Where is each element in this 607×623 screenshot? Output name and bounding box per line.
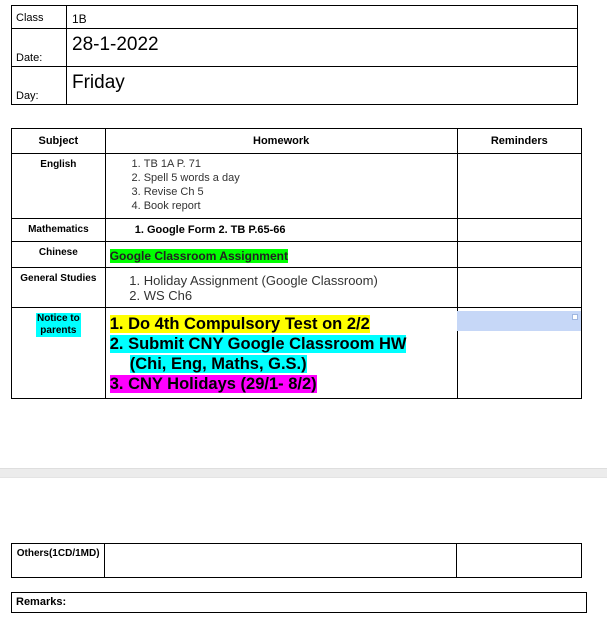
day-value[interactable]: Friday	[67, 67, 578, 105]
list-item: 4. Book report	[144, 199, 457, 213]
chinese-homework-text: Google Classroom Assignment	[109, 249, 288, 263]
english-homework[interactable]	[105, 154, 457, 219]
english-homework-list	[110, 157, 457, 213]
notice-line-submit-subjects: (Chi, Eng, Maths, G.S.)	[129, 355, 307, 373]
date-label: Date:	[12, 29, 67, 67]
homework-header-row	[12, 129, 582, 154]
page-break	[0, 468, 607, 478]
chinese-homework[interactable]	[105, 242, 457, 268]
notice-label-line1: Notice to	[36, 313, 80, 324]
general-studies-homework-list	[110, 273, 457, 303]
general-studies-reminders[interactable]	[457, 268, 581, 308]
day-label: Day:	[12, 67, 67, 105]
info-table	[11, 5, 578, 105]
chinese-subject[interactable]: Chinese	[12, 242, 106, 268]
general-studies-subject[interactable]: General Studies	[12, 268, 106, 308]
notice-subject[interactable]	[12, 308, 106, 399]
list-item: 3. Revise Ch 5	[144, 185, 457, 199]
mathematics-reminders[interactable]	[457, 219, 581, 242]
list-item: 1. Holiday Assignment (Google Classroom)	[144, 273, 457, 288]
english-reminders[interactable]	[457, 154, 581, 219]
others-label[interactable]: Others(1CD/1MD)	[12, 544, 105, 578]
mathematics-homework-text: 1. Google Form 2. TB P.65-66	[134, 224, 286, 236]
chinese-row	[12, 242, 582, 268]
notice-line-test: 1. Do 4th Compulsory Test on 2/2	[109, 315, 370, 333]
others-reminders[interactable]	[456, 544, 581, 578]
notice-line-submit: 2. Submit CNY Google Classroom HW	[109, 335, 407, 353]
mathematics-row	[12, 219, 582, 242]
remarks-label[interactable]: Remarks:	[12, 593, 587, 613]
english-subject[interactable]: English	[12, 154, 106, 219]
homework-table	[11, 128, 582, 399]
remarks-table	[11, 592, 587, 613]
mathematics-homework[interactable]	[105, 219, 457, 242]
notice-line-holidays: 3. CNY Holidays (29/1- 8/2)	[109, 375, 317, 393]
class-label: Class	[12, 6, 67, 29]
notice-label	[36, 313, 81, 337]
general-studies-row	[12, 268, 582, 308]
list-item: 2. Spell 5 words a day	[144, 171, 457, 185]
selected-cell-highlight[interactable]	[457, 311, 581, 331]
others-table	[11, 543, 582, 578]
list-item: 1. TB 1A P. 71	[144, 157, 457, 171]
chinese-reminders[interactable]	[457, 242, 581, 268]
others-content[interactable]	[105, 544, 456, 578]
homework-header: Homework	[105, 129, 457, 154]
general-studies-homework[interactable]	[105, 268, 457, 308]
notice-label-line2: parents	[40, 325, 77, 336]
english-row	[12, 154, 582, 219]
notice-homework[interactable]	[105, 308, 457, 399]
date-value[interactable]: 28-1-2022	[67, 29, 578, 67]
subject-header: Subject	[12, 129, 106, 154]
class-value[interactable]: 1B	[67, 6, 578, 29]
reminders-header: Reminders	[457, 129, 581, 154]
cell-resize-handle[interactable]	[572, 314, 578, 320]
mathematics-subject[interactable]: Mathematics	[12, 219, 106, 242]
list-item: 2. WS Ch6	[144, 288, 457, 303]
